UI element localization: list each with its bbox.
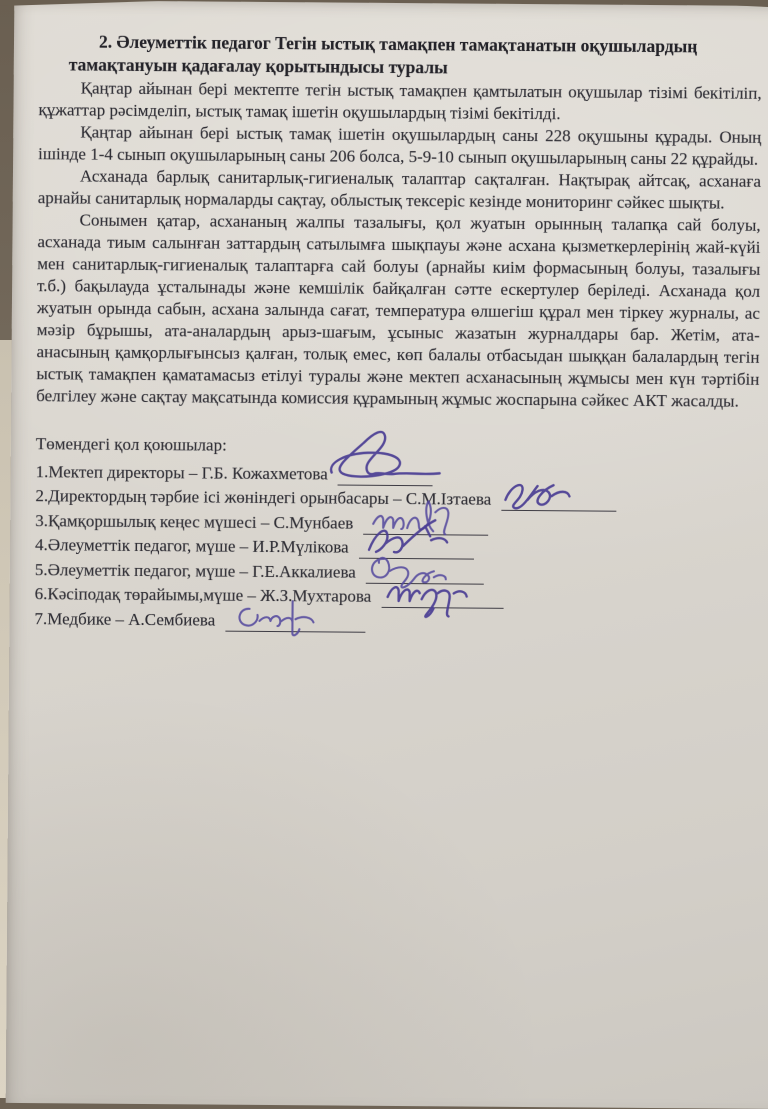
signature-line	[501, 492, 616, 512]
signatory-text: 3.Қамқоршылық кеңес мүшесі – С.Мунбаев	[35, 510, 354, 533]
signatory-row	[34, 605, 757, 635]
title-line-1: 2. Әлеуметтік педагог Тегін ыстық тамақпен тамақтанатын оқушылардың	[98, 31, 698, 57]
signatories-section	[34, 433, 759, 635]
signatory-text: 5.Әлеуметтік педагог, мүше – Г.Е.Аккалиева	[34, 559, 356, 582]
signatory-text: 7.Медбике – А.Сембиева	[34, 608, 216, 630]
title-line-2: тамақтануын қадағалау қорытындысы туралы	[68, 54, 448, 78]
signatory-text: 6.Кәсіподақ төрайымы,мүше – Ж.З.Мухтарова	[34, 584, 372, 606]
signatory-text: 1.Мектеп директоры – Г.Б. Кожахметова	[35, 461, 328, 483]
signature-line	[366, 564, 484, 584]
signature-line	[363, 515, 488, 535]
paragraph-1: Қаңтар айынан бері мектепте тегін ыстық тамақпен қамтылатын оқушылар тізімі бекітіліп, құжаттар рәсімделіп, ыстық тамақ ішетін оқушылардың тізімі бекітілді.	[38, 78, 762, 124]
paragraph-2: Қаңтар айынан бері ыстық тамақ ішетін оқушылардың саны 228 оқушыны құрады. Оның ішінде 1-4 сынып оқушыларының саны 206 болса, 5-9-10 сынып оқушыларының саны 22 құрайды.	[38, 122, 762, 169]
signature-squiggle	[316, 422, 447, 495]
signature-line	[359, 540, 474, 560]
signatories-heading: Төмендегі қол қоюшылар:	[35, 434, 227, 455]
paragraph-4: Сонымен қатар, асхананың жалпы тазалығы, қол жуатын орынның талапқа сай болуы, асханада тиым салынған заттардың сатылымға шықпауы және асхана қызметкерлерінің жай-күйі мен санитарлық-гигиеналық талаптарға сай болуы (арнайы киім формасының болуы, тазалығы т.б.) бақылауда ұсталынады және кемшілік байқалған сәтте ескертулер беріледі. Асханада қол жуатын орында сабын, асхана залында сағат, температура өлшегіш құрал мен тіркеу журналы, ас мәзір бұрышы, ата-аналардың арыз-шағым, ұсыныс жазатын журналдары бар. Жетім, ата-анасының қамқорлығынсыз қалған, толық емес, көп балалы отбасыдан шыққан балалардың тегін ыстық тамақпен қаматамасыз етілуі туралы және мектеп асханасының жұмысы мен күн тәртібін белгілеу және сақтау мақсатында комиссия құрамының жұмыс жоспарына сәйкес АКТ жасалды.	[36, 210, 761, 411]
signature-line	[338, 466, 433, 486]
document-content	[9, 0, 768, 636]
signature-line	[225, 612, 365, 632]
signatory-text: 2.Директордың тәрбие ісі жөніндегі орынбасары – С.М.Ізтаева	[35, 486, 492, 509]
signatory-text: 4.Әлеуметтік педагог, мүше – И.Р.Мүлікова	[34, 535, 349, 557]
signature-line	[381, 589, 503, 609]
document-page	[6, 0, 768, 1109]
paragraph-3: Асханада барлық санитарлық-гигиеналық талаптар сақталған. Нақтырақ айтсақ, асханаға арнайы санитарлық нормаларды сақтау, облыстық тексеріс кезінде мониторинг сәйкес шықты.	[37, 166, 762, 213]
document-title	[69, 30, 762, 81]
